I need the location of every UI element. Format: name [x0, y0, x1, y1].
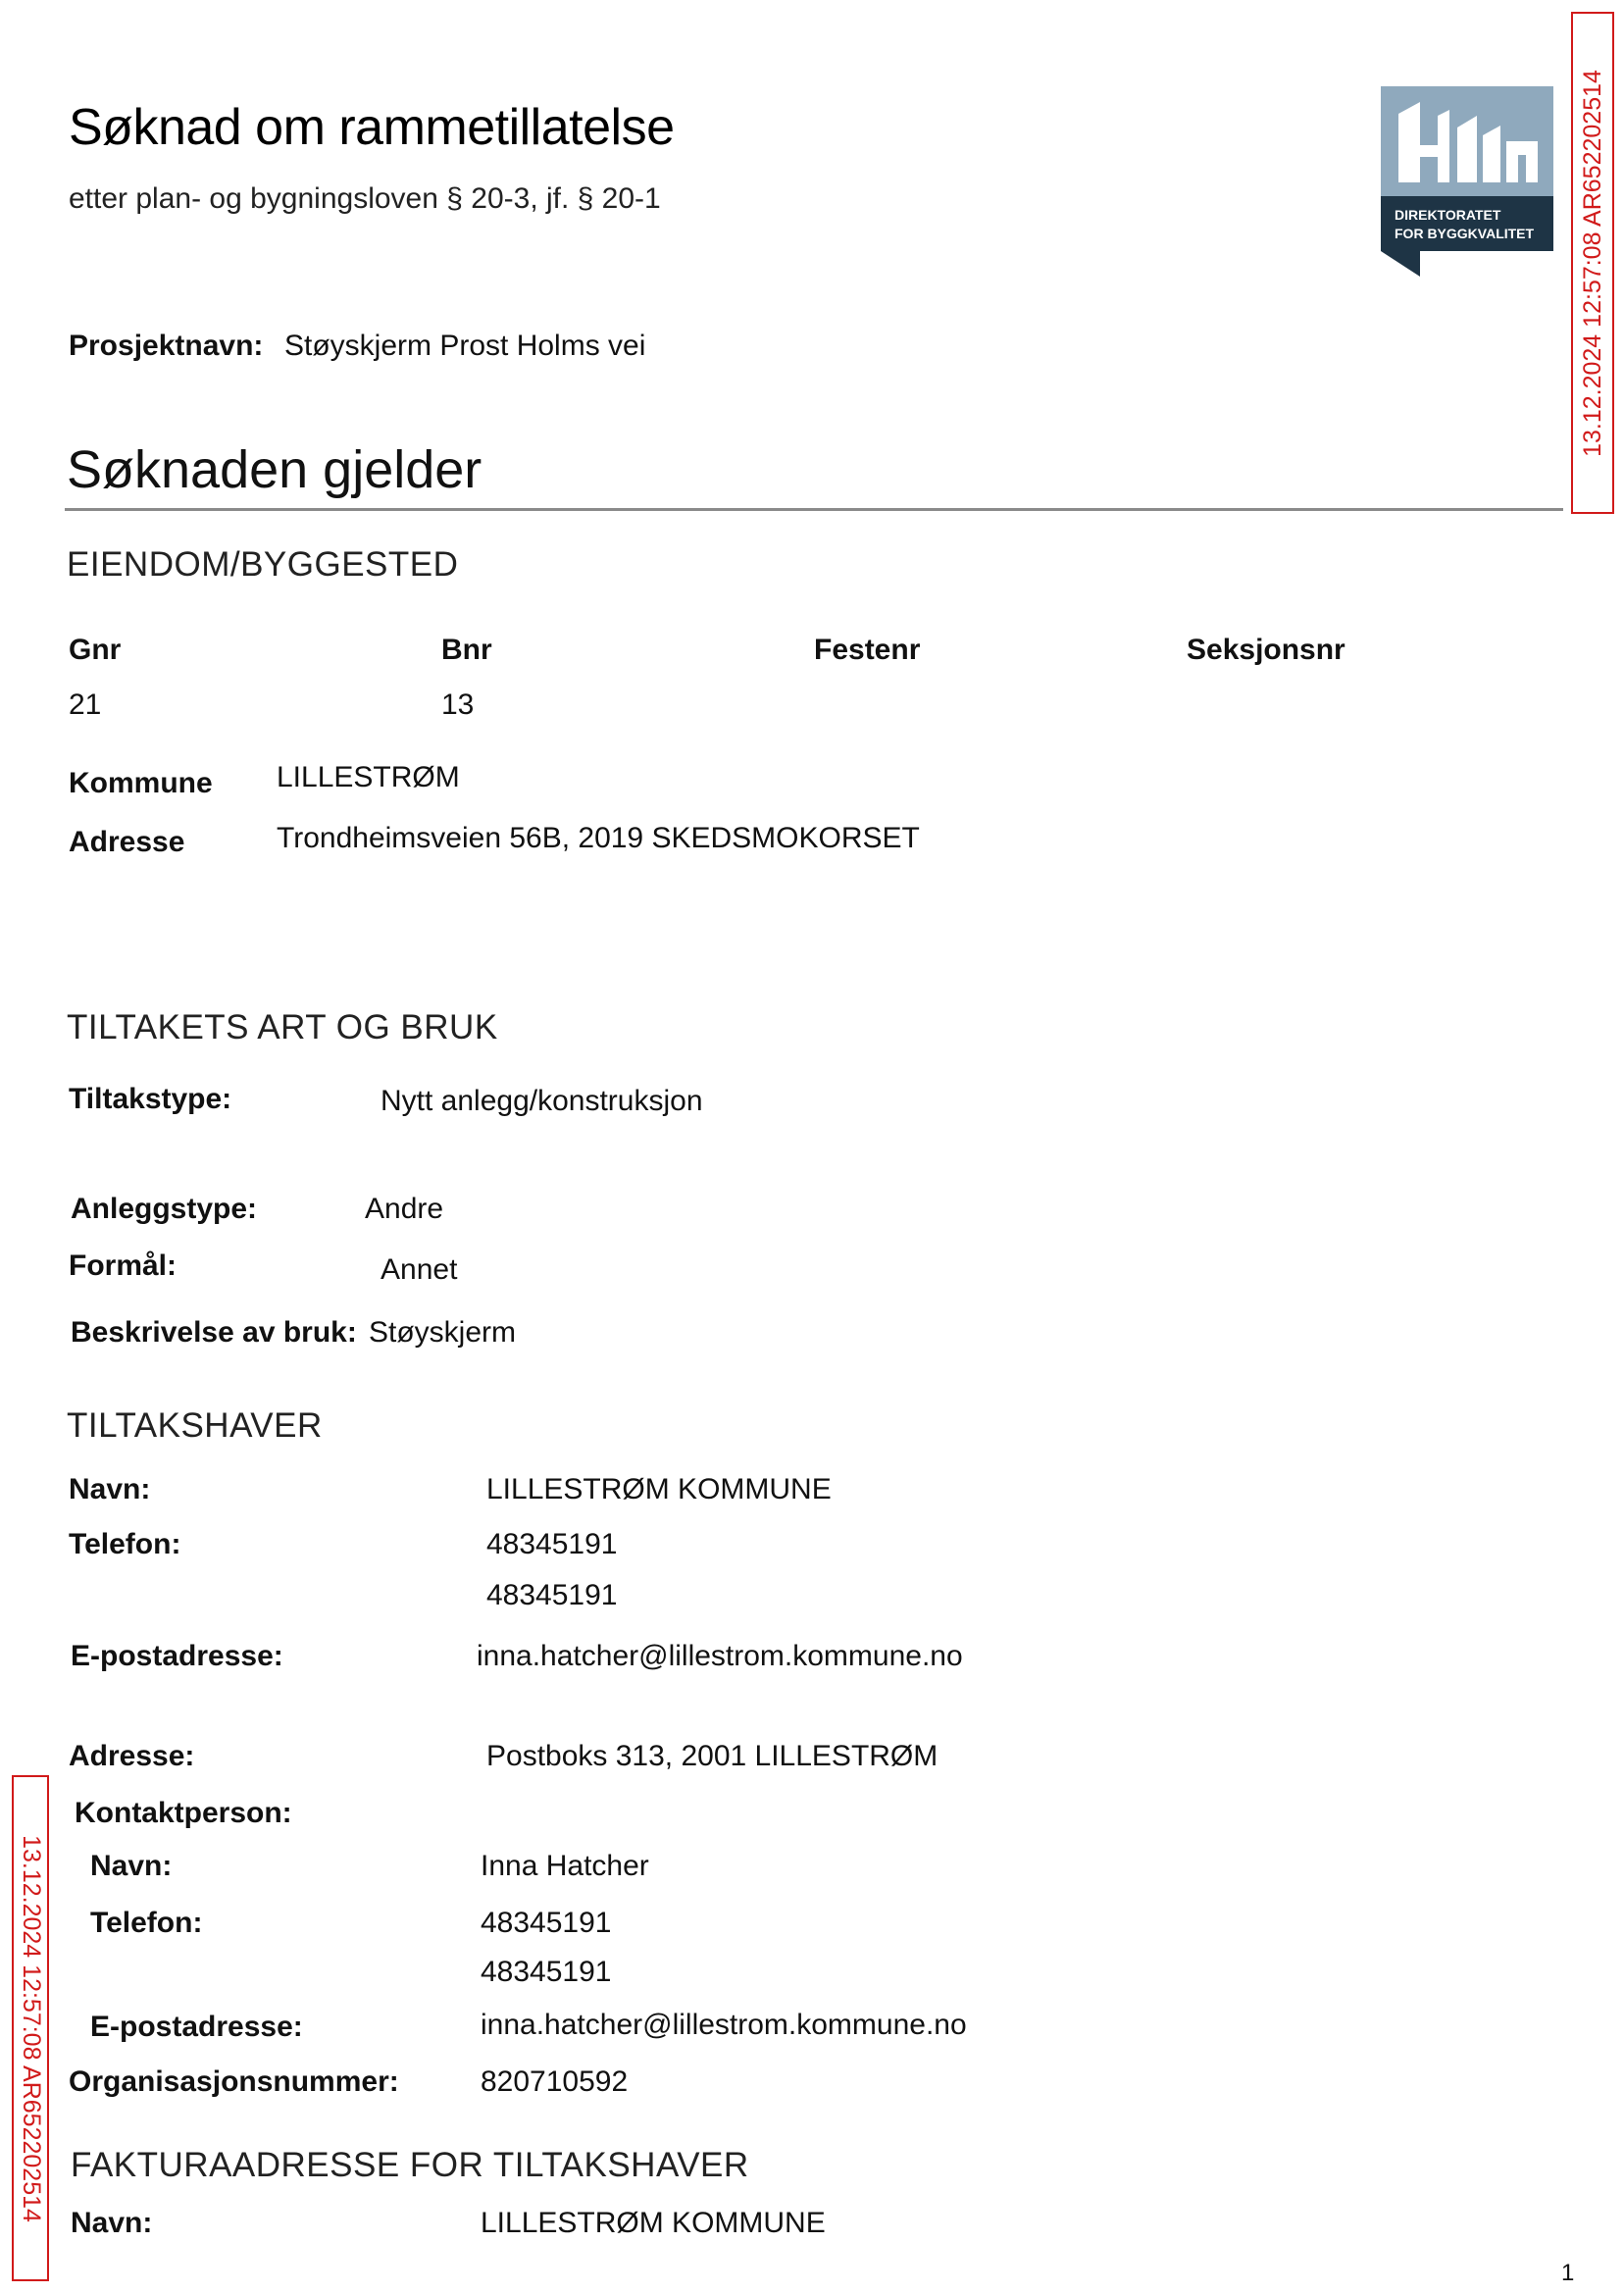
- seksjonsnr-header: Seksjonsnr: [1187, 634, 1345, 666]
- adresse-label: Adresse: [69, 826, 185, 858]
- timestamp-stamp-bottom: [12, 1775, 49, 2281]
- kp-telefon-value-2: 48345191: [481, 1956, 612, 1988]
- kp-epost-value: inna.hatcher@lillestrom.kommune.no: [481, 2009, 967, 2041]
- festenr-header: Festenr: [814, 634, 921, 666]
- svg-text:DIREKTORATET: DIREKTORATET: [1395, 207, 1501, 223]
- svg-text:FOR BYGGKVALITET: FOR BYGGKVALITET: [1395, 226, 1535, 241]
- bnr-header: Bnr: [441, 634, 492, 666]
- formal-label: Formål:: [69, 1249, 178, 1282]
- gnr-value: 21: [69, 688, 102, 721]
- project-label: Prosjektnavn:: [69, 330, 264, 362]
- section-divider: [65, 508, 1563, 511]
- page-title: Søknad om rammetillatelse: [69, 99, 675, 156]
- th-navn-label: Navn:: [69, 1473, 151, 1505]
- stamp-text: 13.12.2024 12:57:08 AR652202514: [17, 1834, 45, 2222]
- dibk-logo: [1381, 86, 1553, 277]
- kp-navn-label: Navn:: [90, 1850, 173, 1882]
- kommune-value: LILLESTRØM: [277, 761, 460, 793]
- bruk-label: Beskrivelse av bruk:: [71, 1316, 357, 1349]
- kp-navn-value: Inna Hatcher: [481, 1850, 649, 1882]
- kontaktperson-label: Kontaktperson:: [75, 1797, 292, 1829]
- kp-epost-label: E-postadresse:: [90, 2011, 303, 2043]
- kp-telefon-value-1: 48345191: [481, 1907, 612, 1939]
- th-telefon-value-2: 48345191: [486, 1579, 618, 1611]
- kp-telefon-label: Telefon:: [90, 1907, 203, 1939]
- faktura-navn-label: Navn:: [71, 2207, 153, 2239]
- th-telefon-value-1: 48345191: [486, 1528, 618, 1560]
- dibk-logo-icon: [1381, 86, 1553, 277]
- gnr-header: Gnr: [69, 634, 122, 666]
- faktura-navn-value: LILLESTRØM KOMMUNE: [481, 2207, 826, 2239]
- eiendom-heading: EIENDOM/BYGGESTED: [67, 545, 459, 584]
- tiltak-heading: TILTAKETS ART OG BRUK: [67, 1008, 498, 1046]
- org-value: 820710592: [481, 2065, 629, 2098]
- kommune-label: Kommune: [69, 767, 213, 799]
- faktura-heading: FAKTURAADRESSE FOR TILTAKSHAVER: [71, 2146, 749, 2184]
- th-adresse-value: Postboks 313, 2001 LILLESTRØM: [486, 1740, 939, 1772]
- tiltakshaver-heading: TILTAKSHAVER: [67, 1406, 323, 1445]
- stamp-text: 13.12.2024 12:57:08 AR652202514: [1578, 69, 1606, 457]
- tiltakstype-label: Tiltakstype:: [69, 1083, 232, 1115]
- th-adresse-label: Adresse:: [69, 1740, 195, 1772]
- th-navn-value: LILLESTRØM KOMMUNE: [486, 1473, 832, 1505]
- anleggstype-label: Anleggstype:: [71, 1193, 258, 1225]
- th-epost-value: inna.hatcher@lillestrom.kommune.no: [477, 1640, 963, 1672]
- project-value: Støyskjerm Prost Holms vei: [284, 330, 646, 362]
- th-telefon-label: Telefon:: [69, 1528, 181, 1560]
- bnr-value: 13: [441, 688, 475, 721]
- timestamp-stamp-top: [1571, 12, 1614, 514]
- page-subtitle: etter plan- og bygningsloven § 20-3, jf. § 20-1: [69, 182, 661, 215]
- anleggstype-value: Andre: [365, 1193, 444, 1225]
- tiltakstype-value: Nytt anlegg/konstruksjon: [381, 1085, 703, 1117]
- org-label: Organisasjonsnummer:: [69, 2065, 399, 2098]
- page-number: 1: [1561, 2260, 1575, 2286]
- section-heading-main: Søknaden gjelder: [67, 440, 482, 499]
- th-epost-label: E-postadresse:: [71, 1640, 283, 1672]
- bruk-value: Støyskjerm: [369, 1316, 516, 1349]
- adresse-value: Trondheimsveien 56B, 2019 SKEDSMOKORSET: [277, 822, 920, 854]
- formal-value: Annet: [381, 1253, 458, 1286]
